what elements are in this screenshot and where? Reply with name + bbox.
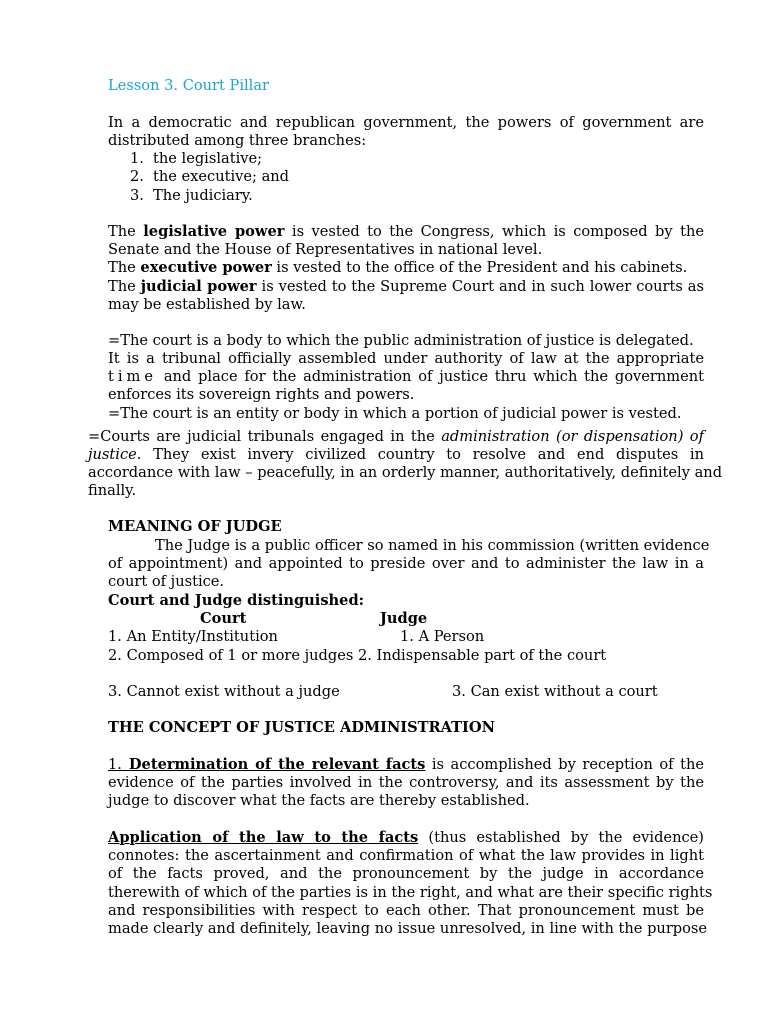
branch-list-item	[130, 168, 726, 186]
spaced-word: time	[108, 368, 158, 385]
list-number: 3.	[130, 187, 144, 204]
concept-p1-line-1: 1. Determination of the relevant facts is accomplished by reception of the	[108, 756, 704, 773]
compare-row-1-court: 1. An Entity/Institution	[108, 628, 278, 645]
column-header-judge: Judge	[380, 610, 428, 627]
concept-heading: THE CONCEPT OF JUSTICE ADMINISTRATION	[108, 719, 495, 736]
intro-line-2: distributed among three branches:	[108, 132, 367, 149]
legislative-line-2: Senate and the House of Representatives in national level.	[108, 241, 543, 258]
judge-def-line-2: of appointment) and appointed to preside over and to administer the law in a	[108, 555, 704, 572]
branch-list-item	[130, 187, 726, 205]
executive-power-term: executive power	[140, 259, 272, 276]
list-number: 1.	[130, 150, 144, 167]
judicial-power-term: judicial power	[140, 278, 257, 295]
list-number: 2.	[130, 168, 144, 185]
judge-heading: MEANING OF JUDGE	[108, 518, 282, 535]
legislative-paragraph: The legislative power is vested to the Congress, which is composed by the	[108, 223, 704, 240]
legislative-power-term: legislative power	[143, 223, 285, 240]
branch-list-item	[130, 150, 726, 168]
courts-line-4: finally.	[88, 482, 137, 499]
court-def-line-5: =The court is an entity or body in which a portion of judicial power is vested.	[108, 405, 682, 422]
concept-p1-line-2: evidence of the parties involved in the controversy, and its assessment by the	[108, 774, 704, 791]
intro-line-1: In a democratic and republican government, the powers of government are	[108, 114, 704, 131]
courts-line-1: =Courts are judicial tribunals engaged in the administration (or dispensation) of	[88, 428, 704, 445]
concept-p2-line-3: of the facts proved, and the pronouncement by the judge in accordance	[108, 865, 704, 882]
column-header-court: Court	[200, 610, 247, 627]
compare-row-3-judge: 3. Can exist without a court	[452, 683, 658, 700]
judge-def-line-1: The Judge is a public officer so named in his commission (written evidence	[155, 537, 710, 554]
lesson-title: Lesson 3. Court Pillar	[108, 77, 270, 94]
courts-line-2: justice. They exist invery civilized country to resolve and end disputes in	[88, 446, 704, 463]
judicial-paragraph: The judicial power is vested to the Supreme Court and in such lower courts as	[108, 278, 704, 295]
judge-def-line-3: court of justice.	[108, 573, 225, 590]
concept-p2-line-6: made clearly and definitely, leaving no issue unresolved, in line with the purpose	[108, 920, 708, 937]
application-of-law-term: Application of the law to the facts	[108, 829, 419, 846]
executive-paragraph: The executive power is vested to the office of the President and his cabinets.	[108, 259, 688, 276]
court-def-line-3: time and place for the administration of justice thru which the government	[108, 368, 704, 385]
list-text: the executive; and	[153, 168, 290, 185]
concept-p2-line-1: Application of the law to the facts (thus established by the evidence)	[108, 829, 704, 846]
relevant-facts-term: Determination of the relevant facts	[121, 756, 426, 773]
concept-p2-line-4: therewith of which of the parties is in the right, and what are their specific rights	[108, 884, 713, 901]
concept-p2-line-2: connotes: the ascertainment and confirmation of what the law provides in light	[108, 847, 704, 864]
list-text: The judiciary.	[153, 187, 253, 204]
court-def-line-2: It is a tribunal officially assembled under authority of law at the appropriate	[108, 350, 704, 367]
distinguished-heading: Court and Judge distinguished:	[108, 592, 365, 609]
judicial-line-2: may be established by law.	[108, 296, 306, 313]
court-def-line-4: enforces its sovereign rights and powers.	[108, 386, 415, 403]
courts-line-3: accordance with law – peacefully, in an orderly manner, authoritatively, definitely and	[88, 464, 723, 481]
concept-p1-line-3: judge to discover what the facts are thereby established.	[108, 792, 530, 809]
compare-row-3-court: 3. Cannot exist without a judge	[108, 683, 340, 700]
compare-row-2: 2. Composed of 1 or more judges 2. Indispensable part of the court	[108, 647, 607, 664]
compare-row-1-judge: 1. A Person	[400, 628, 485, 645]
court-def-line-1: =The court is a body to which the public administration of justice is delegated.	[108, 332, 694, 349]
concept-p2-line-5: and responsibilities with respect to each other. That pronouncement must be	[108, 902, 704, 919]
courts-italic-phrase: administration (or dispensation) of	[441, 428, 704, 445]
list-text: the legislative;	[153, 150, 263, 167]
